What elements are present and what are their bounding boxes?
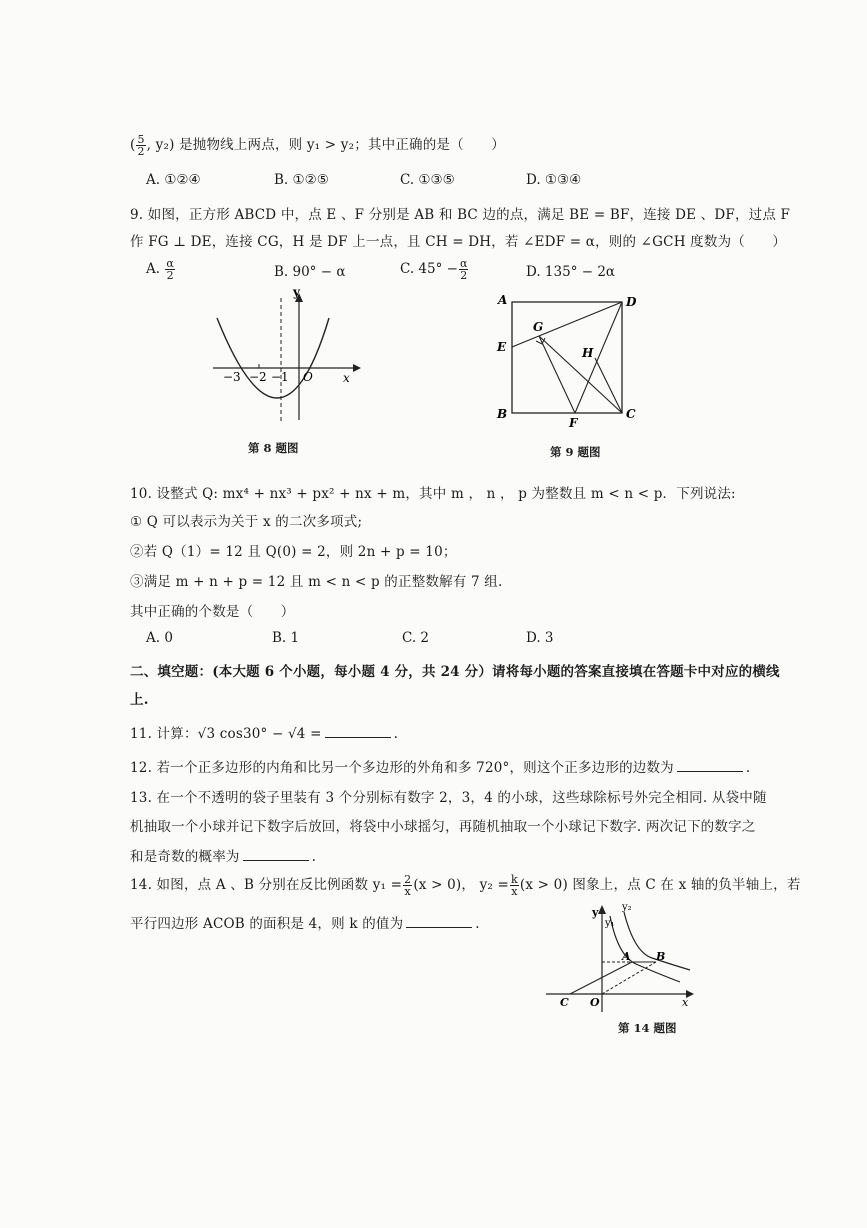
section-2-heading: 二、填空题：(本大题 6 个小题，每小题 4 分，共 24 分）请将每小题的答案直接填在答题卡中对应的横线: [130, 664, 780, 680]
label-a: A: [498, 293, 508, 307]
q10-ask: 其中正确的个数是（ ）: [130, 604, 295, 620]
q12-answer-blank: [677, 759, 743, 772]
segment-ob-dashed: [602, 962, 656, 994]
curve-y1: [610, 916, 680, 982]
q9-option-c: C. 45° − $\frac{\alpha}{2}$: [400, 257, 468, 282]
q12: 12. 若一个正多边形的内角和比另一个多边形的外角和多 720°，则这个正多边形的边数为 .: [130, 760, 751, 776]
parabola-curve: [217, 318, 329, 398]
section-2-heading-cont: 上.: [130, 692, 149, 708]
q10-statement-3: ③满足 m + n + p = 12 且 m < n < p 的正整数解有 7 组.: [130, 574, 503, 590]
tick-label-minus-3: −3: [223, 370, 241, 384]
figure-14-graph: [540, 898, 700, 1018]
q10-option-a: A. 0: [146, 630, 173, 646]
y-label: y: [592, 906, 599, 919]
q13-line1: 13. 在一个不透明的袋子里装有 3 个分别标有数字 2，3，4 的小球，这些球除标号外完全相同. 从袋中随: [130, 790, 767, 806]
q10-option-d: D. 3: [526, 630, 554, 646]
origin-label: O: [303, 370, 313, 384]
segment-ca: [570, 962, 632, 994]
label-c: C: [560, 996, 569, 1009]
q13-answer-blank: [243, 848, 309, 861]
label-b: B: [497, 407, 508, 421]
q8-fraction: $\frac{5}{2}$: [137, 133, 145, 158]
segment-cg: [539, 336, 622, 413]
label-b: B: [656, 950, 666, 963]
q10-statement-2: ②若 Q（1）= 12 且 Q(0) = 2，则 2n + p = 10；: [130, 544, 457, 560]
figure-8-parabola: [205, 288, 365, 428]
x-axis-arrow: [353, 364, 361, 372]
label-c: C: [626, 407, 636, 421]
q13-line3: 和是奇数的概率为 .: [130, 849, 317, 865]
x-label: x: [343, 371, 350, 385]
label-a: A: [622, 950, 631, 963]
origin-label: O: [590, 996, 600, 1009]
segment-ch: [595, 358, 622, 413]
q11: 11. 计算：√3 cos30° − √4 = .: [130, 726, 399, 742]
figure-9-caption: 第 9 题图: [550, 445, 601, 459]
label-h: H: [582, 346, 594, 360]
q8-option-a: A. ①②④: [146, 172, 201, 188]
q8-option-b: B. ①②⑤: [274, 172, 329, 188]
label-e: E: [497, 340, 507, 354]
q14-line2: 平行四边形 ACOB 的面积是 4，则 k 的值为 .: [130, 916, 480, 932]
q8-continuation: ( $\frac{5}{2}$ , y₂) 是抛物线上两点，则 y₁ > y₂；其中正确的是（ ）: [130, 133, 505, 158]
label-g: G: [533, 320, 544, 334]
x-label: x: [682, 996, 689, 1009]
figure-9-square: [490, 290, 640, 430]
q9-stem-line1: 9. 如图，正方形 ABCD 中，点 E 、F 分别是 AB 和 BC 边的点，满足 BE = BF，连接 DE 、DF，过点 F: [130, 207, 791, 223]
y-axis-arrow: [598, 905, 606, 914]
label-f: F: [569, 416, 578, 430]
y1-label: y₁: [605, 918, 615, 929]
figure-8-caption: 第 8 题图: [248, 441, 299, 455]
q9-option-d: D. 135° − 2α: [526, 264, 616, 280]
y-label: y: [293, 288, 300, 299]
y2-label: y₂: [622, 902, 632, 913]
q8-option-d: D. ①③④: [526, 172, 582, 188]
q9-option-b: B. 90° − α: [274, 264, 346, 280]
q10-option-b: B. 1: [272, 630, 300, 646]
q14-line1: 14. 如图，点 A 、B 分别在反比例函数 y₁ = $\frac{2}{x}$ (x > 0)， y₂ = $\frac{k}{x}$ (x > 0) 图象上，点 C 在 x 轴的负半轴上，若: [130, 873, 801, 898]
q9-stem-line2: 作 FG ⊥ DE，连接 CG，H 是 DF 上一点，且 CH = DH，若 ∠EDF = α，则的 ∠GCH 度数为（ ）: [130, 234, 787, 250]
q10-option-c: C. 2: [402, 630, 430, 646]
q10-statement-1: ① Q 可以表示为关于 x 的二次多项式;: [130, 514, 363, 530]
q13-line2: 机抽取一个小球并记下数字后放回，将袋中小球摇匀，再随机抽取一个小球记下数字. 两次记下的数字之: [130, 819, 756, 835]
label-d: D: [626, 295, 637, 309]
q10-stem: 10. 设整式 Q: mx⁴ + nx³ + px² + nx + m，其中 m ， n ， p 为整数且 m < n < p．下列说法:: [130, 486, 736, 502]
q14-answer-blank: [406, 915, 472, 928]
q8-option-c: C. ①③⑤: [400, 172, 455, 188]
q9-option-a: A. $\frac{\alpha}{2}$: [146, 257, 174, 282]
q11-answer-blank: [325, 725, 391, 738]
figure-14-caption: 第 14 题图: [618, 1021, 677, 1035]
tick-label-minus-2: −2: [249, 370, 267, 384]
tick-label-minus-1: −1: [271, 370, 289, 384]
segment-fg: [539, 336, 575, 413]
